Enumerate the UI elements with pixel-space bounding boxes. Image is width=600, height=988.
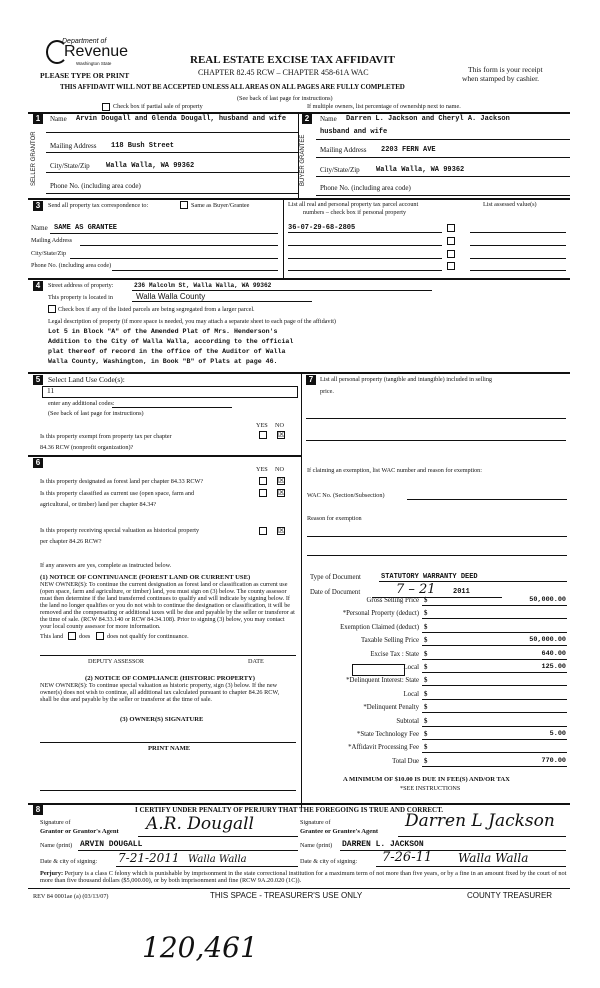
- fee-label: Taxable Selling Price: [360, 637, 419, 644]
- same-as-buyer-checkbox[interactable]: [180, 201, 188, 209]
- divider: [132, 301, 312, 302]
- fee-underline: [422, 645, 567, 646]
- divider: [112, 270, 278, 271]
- does-label: does: [79, 633, 91, 640]
- grantor-sig-label1: Signature of: [40, 819, 71, 826]
- parcel-personal-checkbox-3[interactable]: [447, 250, 455, 258]
- section-number-5: 5: [33, 375, 43, 385]
- divider: [28, 112, 570, 114]
- fee-value[interactable]: 50,000.00: [529, 636, 566, 644]
- divider: [301, 372, 302, 808]
- divider: [288, 245, 442, 246]
- divider: [116, 866, 298, 867]
- legal-desc-line2[interactable]: Addition to the City of Walla Walla, according to the official: [48, 338, 294, 345]
- segregated-checkbox[interactable]: [48, 305, 56, 313]
- does-not-checkbox[interactable]: [96, 632, 104, 640]
- grantee-name[interactable]: DARREN L. JACKSON: [342, 840, 424, 849]
- historic-question-line1: Is this property receiving special valuation as historical property: [40, 527, 200, 534]
- buyer-phone-label: Phone No. (including area code): [320, 184, 411, 192]
- perjury-statement: [40, 870, 570, 884]
- fee-label: Exemption Claimed (deduct): [340, 624, 419, 631]
- grantee-date[interactable]: 7-26-11: [382, 850, 433, 865]
- fee-value[interactable]: 640.00: [541, 650, 566, 658]
- revenue-logo: [46, 38, 129, 68]
- located-label: This property is located in: [48, 294, 113, 301]
- fee-value[interactable]: 770.00: [541, 757, 566, 765]
- corr-name[interactable]: SAME AS GRANTEE: [54, 224, 118, 232]
- fee-label: Gross Selling Price: [366, 597, 419, 604]
- divider: [288, 258, 442, 259]
- seller-city-label: City/State/Zip: [50, 162, 90, 170]
- fee-currency: $: [424, 691, 428, 698]
- forest-question: Is this property designated as forest land per chapter 84.33 RCW?: [40, 478, 204, 485]
- county-treasurer-label: COUNTY TREASURER: [467, 891, 553, 900]
- seller-name-label: Name: [50, 115, 67, 123]
- section-number-8: 8: [33, 805, 43, 815]
- personal-property-label1: List all personal property (tangible and intangible) included in selling: [320, 376, 493, 383]
- divider: [28, 198, 570, 200]
- parcel-personal-checkbox-1[interactable]: [447, 224, 455, 232]
- same-as-buyer-label: Same as Buyer/Grantee: [191, 202, 250, 209]
- parcel-personal-checkbox-2[interactable]: [447, 237, 455, 245]
- divider: [46, 172, 298, 173]
- additional-codes-label: enter any additional codes:: [48, 400, 115, 407]
- this-land-label: This land: [40, 633, 64, 640]
- land-use-label: Select Land Use Code(s):: [48, 375, 125, 384]
- divider: [376, 866, 566, 867]
- fee-label: *Personal Property (deduct): [342, 610, 419, 617]
- divider: [28, 455, 301, 457]
- property-street[interactable]: 236 Malcolm St, Walla Walla, WA 99362: [134, 282, 272, 289]
- fee-currency: $: [424, 637, 428, 644]
- minimum-fee-note: A MINIMUM OF $10.00 IS DUE IN FEE(S) AND/OR TAX: [343, 776, 510, 783]
- divider: [316, 195, 570, 196]
- corr-phone-label: Phone No. (including area code): [31, 262, 112, 269]
- fee-value[interactable]: 125.00: [541, 663, 566, 671]
- corr-addr-label: Mailing Address: [31, 237, 73, 244]
- legal-desc-label: Legal description of property (if more space is needed, you may attach a separate sheet to each page of the affidavit): [48, 318, 336, 325]
- section-number-1: 1: [33, 114, 43, 124]
- grantee-date-label: Date & city of signing:: [300, 858, 358, 865]
- grantee-sig-label1: Signature of: [300, 819, 331, 826]
- seller-addr-label: Mailing Address: [50, 142, 97, 150]
- divider: [70, 258, 278, 259]
- fee-currency: $: [424, 704, 428, 711]
- land-use-value: 11: [47, 386, 55, 395]
- receipt-note1: This form is your receipt: [468, 65, 543, 74]
- deputy-date-label: DATE: [248, 658, 264, 665]
- divider: [307, 555, 567, 556]
- buyer-city[interactable]: Walla Walla, WA 99362: [376, 166, 465, 174]
- s6-no-header: NO: [275, 466, 284, 473]
- divider: [288, 270, 442, 271]
- wac-label: WAC No. (Section/Subsection): [307, 492, 385, 499]
- divider: [40, 790, 296, 791]
- warning-banner: THIS AFFIDAVIT WILL NOT BE ACCEPTED UNLESS ALL AREAS ON ALL PAGES ARE FULLY COMPLETED: [60, 83, 405, 91]
- fee-underline: [422, 659, 567, 660]
- deputy-assessor-label: DEPUTY ASSESSOR: [88, 658, 144, 665]
- fee-underline: [422, 726, 567, 727]
- divider: [340, 850, 566, 851]
- divider: [28, 372, 570, 374]
- current-use-yes-checkbox[interactable]: [259, 489, 267, 497]
- multiple-owners-note: If multiple owners, list percentage of ownership next to name.: [307, 103, 461, 110]
- handwritten-note: 120,461: [142, 931, 258, 964]
- exempt-question-line2: 84.36 RCW (nonprofit organization)?: [40, 444, 134, 451]
- section-number-4: 4: [33, 281, 43, 291]
- seller-city[interactable]: Walla Walla, WA 99362: [106, 162, 195, 170]
- section-number-2: 2: [302, 114, 312, 124]
- fee-underline: [422, 618, 567, 619]
- divider: [298, 112, 299, 198]
- fee-label: *Affidavit Processing Fee: [348, 744, 419, 751]
- forest-yes-checkbox[interactable]: [259, 477, 267, 485]
- section-number-3: 3: [33, 201, 43, 211]
- notice1-title: (1) NOTICE OF CONTINUANCE (FOREST LAND OR CURRENT USE): [40, 574, 251, 581]
- personal-property-label2: price.: [320, 388, 334, 395]
- reason-label: Reason for exemption: [307, 515, 362, 522]
- divider: [50, 233, 278, 234]
- fee-underline: [422, 605, 567, 606]
- property-county[interactable]: Walla Walla County: [136, 292, 206, 301]
- form-title: REAL ESTATE EXCISE TAX AFFIDAVIT: [190, 54, 395, 66]
- seller-side-label: SELLER GRANTOR: [31, 131, 37, 186]
- fee-value[interactable]: 50,000.00: [529, 596, 566, 604]
- current-use-no-checkbox[interactable]: ☒: [278, 488, 286, 497]
- assessed-value-header: List assessed value(s): [483, 201, 537, 208]
- buyer-side-label: BUYER GRANTEE: [300, 134, 306, 186]
- fee-underline: [422, 699, 567, 700]
- historic-yes-checkbox[interactable]: [259, 527, 267, 535]
- grantee-name-label: Name (print): [300, 842, 333, 849]
- fee-underline: [422, 752, 567, 753]
- agency-state: Washington State: [76, 61, 112, 66]
- local-tax-code-input[interactable]: [352, 664, 405, 676]
- grantor-name-label: Name (print): [40, 842, 73, 849]
- partial-sale-checkbox[interactable]: [102, 103, 110, 111]
- forest-no-checkbox[interactable]: ☒: [278, 476, 286, 485]
- divider: [46, 132, 298, 133]
- divider: [470, 245, 566, 246]
- agency-line1: Department of: [62, 38, 107, 45]
- divider: [28, 888, 570, 889]
- does-checkbox[interactable]: [68, 632, 76, 640]
- fee-label: Local: [403, 691, 419, 698]
- divider: [470, 232, 566, 233]
- exempt-no-checkbox[interactable]: ☒: [278, 430, 286, 439]
- treasurer-use-label: THIS SPACE - TREASURER'S USE ONLY: [210, 891, 363, 900]
- buyer-name-label: Name: [320, 115, 337, 123]
- exempt-yes-checkbox[interactable]: [259, 431, 267, 439]
- does-not-label: does not qualify for continuance.: [107, 633, 189, 640]
- if-yes-note: If any answers are yes, complete as instructed below.: [40, 562, 172, 569]
- receipt-note2: when stamped by cashier.: [462, 74, 540, 83]
- seller-addr[interactable]: 118 Bush Street: [111, 142, 175, 150]
- divider: [40, 742, 296, 743]
- divider: [407, 499, 567, 500]
- divider: [316, 176, 570, 177]
- grantee-signature[interactable]: Darren L Jackson: [405, 811, 555, 831]
- parcel-header-line2: numbers – check box if personal property: [303, 209, 407, 216]
- please-type: PLEASE TYPE OR PRINT: [40, 71, 130, 80]
- fee-label: *Delinquent Penalty: [363, 704, 419, 711]
- fee-underline: [422, 632, 567, 633]
- buyer-addr[interactable]: 2203 FERN AVE: [381, 146, 436, 154]
- divider: [307, 536, 567, 537]
- exempt-question-line1: Is this property exempt from property tax per chapter: [40, 433, 172, 440]
- fee-label: Subtotal: [396, 718, 419, 725]
- divider: [283, 198, 284, 278]
- fee-currency: $: [424, 610, 428, 617]
- fee-currency: $: [424, 664, 428, 671]
- fee-label: Total Due: [392, 758, 419, 765]
- land-use-input[interactable]: [42, 386, 298, 398]
- s5-yes-header: YES: [256, 422, 268, 429]
- fee-value[interactable]: 5.00: [549, 730, 566, 738]
- divider: [316, 139, 570, 140]
- perjury-title: Perjury:: [40, 870, 64, 877]
- segregated-label: Check box if any of the listed parcels are being segregated from a larger parcel.: [58, 306, 255, 313]
- fee-currency: $: [424, 731, 428, 738]
- divider: [288, 232, 442, 233]
- buyer-addr-label: Mailing Address: [320, 146, 367, 154]
- section-number-7: 7: [306, 375, 316, 385]
- corr-city-label: City/State/Zip: [31, 250, 67, 257]
- certify-statement: I CERTIFY UNDER PENALTY OF PERJURY THAT THE FOREGOING IS TRUE AND CORRECT.: [135, 806, 444, 814]
- parcel-personal-checkbox-4[interactable]: [447, 262, 455, 270]
- current-use-question-line1: Is this property classified as current use (open space, farm and: [40, 490, 195, 497]
- fee-currency: $: [424, 677, 428, 684]
- exemption-claim-label: If claiming an exemption, list WAC number and reason for exemption:: [307, 467, 482, 474]
- fee-underline: [422, 685, 567, 686]
- notice2-text: NEW OWNER(S): To continue special valuation as historic property, sign (3) below. If the new owner(s) does not wish to continue, all additional tax calculated pursuant to chapter 84.26 RCW, shall be due and payable by the seller or transferor at the time of sale.: [40, 682, 280, 703]
- divider: [112, 407, 232, 408]
- grantor-date-label: Date & city of signing:: [40, 858, 98, 865]
- grantor-signature[interactable]: A.R. Dougall: [146, 814, 254, 834]
- notice1-text: NEW OWNER(S): To continue the current designation as forest land or classification as current use (open space, farm and agriculture, or timber) land, you must sign on (3) below. The county assessor must then determine if the land transferred continues to qualify and will indicate by signing below. If the land no longer qualifies or you do not wish to continue the designation or classification, it will be removed and the compensating or additional taxes will be due and payable by the seller or transferor at the time of sale. (RCW 84.33.140 or RCW 84.34.108). Prior to signing (3) below, you may contact your local county assessor for more information.: [40, 581, 295, 630]
- doc-type[interactable]: STATUTORY WARRANTY DEED: [381, 573, 478, 581]
- fee-underline: [422, 739, 567, 740]
- see-instructions-note: *SEE INSTRUCTIONS: [400, 785, 461, 792]
- parcel-header-line1: List all real and personal property tax parcel account: [288, 201, 419, 208]
- divider: [306, 440, 566, 441]
- parcel-number[interactable]: 36-07-29-68-2805: [288, 224, 356, 232]
- buyer-name[interactable]: Darren L. Jackson and Cheryl A. Jackson: [346, 115, 510, 123]
- grantor-city[interactable]: Walla Walla: [188, 854, 247, 865]
- divider: [46, 193, 298, 194]
- land-use-see-back: (See back of last page for instructions): [48, 410, 144, 417]
- legal-desc-line3[interactable]: plat thereof of record in the office of the Auditor of Walla: [48, 348, 286, 355]
- fee-underline: [422, 712, 567, 713]
- seller-phone-label: Phone No. (including area code): [50, 182, 141, 190]
- divider: [40, 655, 296, 656]
- divider: [80, 245, 278, 246]
- legal-desc-line1[interactable]: Lot 5 in Block "A" of the Amended Plat of Mrs. Henderson's: [48, 328, 278, 335]
- doc-date-label: Date of Document: [310, 589, 361, 596]
- fee-currency: $: [424, 651, 428, 658]
- print-name-label: PRINT NAME: [148, 745, 191, 752]
- grantee-sig-label2: Grantee or Grantee's Agent: [300, 828, 379, 835]
- send-correspondence-label: Send all property tax correspondence to:: [48, 202, 149, 209]
- divider: [28, 803, 570, 805]
- partial-sale-label: Check box if partial sale of property: [113, 103, 203, 110]
- current-use-question-line2: agricultural, or timber) land per chapter 84.34?: [40, 501, 157, 508]
- form-id: REV 84 0001ae (a) (03/13/07): [33, 893, 109, 900]
- doc-type-label: Type of Document: [310, 574, 361, 581]
- doc-year[interactable]: 2011: [453, 588, 470, 596]
- fee-currency: $: [424, 597, 428, 604]
- perjury-text: Perjury is a class C felony which is punishable by imprisonment in the state correctional institution for a maximum term of not more than five years, or by a fine in an amount fixed by the court of not more than five thousand dollars ($5,000.00), or by both imprisonment and fine (RCW 9A.20.020 (1C)).: [40, 870, 567, 885]
- seller-name[interactable]: Arvin Dougall and Glenda Dougall, husband and wife: [76, 115, 287, 123]
- fee-currency: $: [424, 718, 428, 725]
- form-subtitle: CHAPTER 82.45 RCW – CHAPTER 458-61A WAC: [198, 68, 369, 77]
- fee-currency: $: [424, 744, 428, 751]
- divider: [470, 258, 566, 259]
- divider: [78, 850, 298, 851]
- legal-desc-line4[interactable]: Walla County, Washington, in Book "B" of Plats at page 46.: [48, 358, 278, 365]
- notice2-title: (2) NOTICE OF COMPLIANCE (HISTORIC PROPERTY): [85, 675, 255, 682]
- grantee-city[interactable]: Walla Walla: [458, 851, 529, 865]
- s6-yes-header: YES: [256, 466, 268, 473]
- divider: [306, 418, 566, 419]
- fee-currency: $: [424, 624, 428, 631]
- s5-no-header: NO: [275, 422, 284, 429]
- fee-label: Local: [403, 664, 419, 671]
- fee-currency: $: [424, 758, 428, 765]
- fee-label: Excise Tax : State: [370, 651, 419, 658]
- section-number-6: 6: [33, 458, 43, 468]
- divider: [46, 152, 298, 153]
- fee-underline: [422, 672, 567, 673]
- buyer-city-label: City/State/Zip: [320, 166, 360, 174]
- street-label: Street address of property:: [48, 282, 114, 289]
- divider: [398, 836, 566, 837]
- grantor-name[interactable]: ARVIN DOUGALL: [80, 840, 143, 849]
- see-back-note: (See back of last page for instructions): [237, 95, 333, 102]
- divider: [316, 157, 570, 158]
- fee-underline: [422, 766, 567, 767]
- fee-label: *Delinquent Interest: State: [346, 677, 419, 684]
- historic-question-line2: per chapter 84.26 RCW?: [40, 538, 102, 545]
- divider: [28, 278, 570, 280]
- divider: [138, 836, 298, 837]
- divider: [132, 290, 432, 291]
- grantor-date[interactable]: 7-21-2011: [118, 851, 180, 865]
- historic-no-checkbox[interactable]: ☒: [278, 526, 286, 535]
- fee-label: *State Technology Fee: [356, 731, 419, 738]
- grantor-sig-label2: Grantor or Grantor's Agent: [40, 828, 119, 835]
- agency-name: Revenue: [64, 43, 129, 60]
- doc-date-handwritten[interactable]: 7 – 21: [396, 582, 436, 597]
- buyer-name-line2[interactable]: husband and wife: [320, 128, 388, 136]
- owner-signature-label: (3) OWNER(S) SIGNATURE: [120, 716, 204, 723]
- corr-name-label: Name: [31, 224, 48, 232]
- divider: [470, 270, 566, 271]
